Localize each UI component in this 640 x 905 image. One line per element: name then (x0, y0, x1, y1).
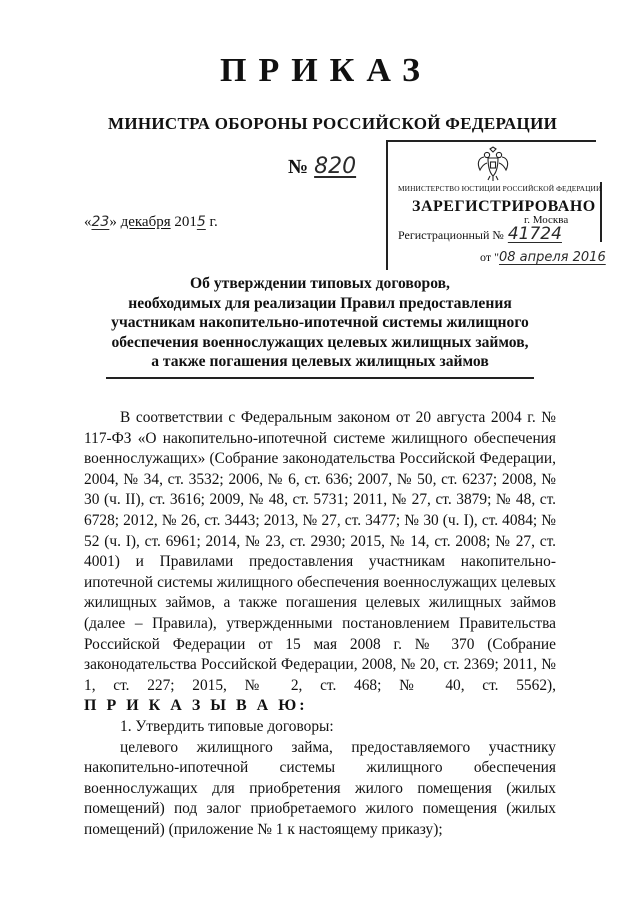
order-heading (60, 274, 580, 372)
order-number (288, 154, 356, 179)
document-title: ПРИКАЗ (220, 52, 432, 89)
heading-line: а также погашения целевых жилищных займов (151, 353, 489, 370)
heading-line: Об утверждении типовых договоров, (190, 275, 450, 292)
handwritten-reg-date: 08 апреля 2016 (498, 250, 606, 265)
reg-date-label: от " (480, 250, 499, 264)
order-word-text: П Р И К А З Ы В А Ю: (84, 697, 308, 715)
item-1: 1. Утвердить типовые договоры: (120, 717, 334, 735)
stamp-status: ЗАРЕГИСТРИРОВАНО (412, 198, 596, 215)
registration-stamp (386, 140, 606, 270)
order-word (84, 696, 556, 717)
issuer-subtitle: МИНИСТРА ОБОРОНЫ РОССИЙСКОЙ ФЕДЕРАЦИИ (108, 114, 558, 133)
stamp-city: г. Москва (524, 214, 569, 226)
stamp-reg-number (398, 224, 562, 244)
handwritten-reg-number: 41724 (507, 224, 562, 244)
document-body (84, 408, 556, 840)
date-close-quote: » (109, 214, 117, 230)
heading-line: обеспечения военнослужащих целевых жилищных займов, (111, 333, 529, 351)
date-suffix: г. (209, 214, 218, 230)
date-month: декабря (120, 214, 171, 230)
order-date (84, 214, 218, 231)
number-prefix: № (288, 156, 309, 178)
heading-divider (106, 377, 534, 379)
date-year-prefix: 201 (174, 214, 197, 230)
handwritten-year-digit: 5 (196, 214, 206, 230)
double-headed-eagle-icon (476, 146, 510, 182)
item-1-subitem: целевого жилищного займа, предоставляемого участнику накопительно-ипотечной системы жилищного обеспечения военнослужащих для приобретения жилого помещения (жилых помещений) под залог приобретаемого жилого помещения (жилых помещений) (приложение № 1 к настоящему приказу); (84, 738, 556, 838)
heading-line: необходимых для реализации Правил предоставления (128, 294, 512, 312)
handwritten-day: 23 (91, 214, 110, 230)
heading-line: участникам накопительно-ипотечной системы жилищного (111, 314, 529, 331)
date-open-quote: « (84, 214, 92, 230)
handwritten-number: 820 (314, 154, 357, 179)
stamp-ministry: МИНИСТЕРСТВО ЮСТИЦИИ РОССИЙСКОЙ ФЕДЕРАЦИИ (398, 184, 602, 193)
stamp-reg-date (480, 250, 606, 265)
reg-number-label: Регистрационный № (398, 228, 504, 242)
preamble-paragraph: В соответствии с Федеральным законом от 20 августа 2004 г. № 117-ФЗ «О накопительно-ипотечной системе жилищного обеспечения военнослужащих» (Собрание законодательства Российской Федерации, 2004, № 34, ст. 3532; 2006, № 6, ст. 636; 2007, № 50, ст. 6237; 2008, № 30 (ч. II), ст. 3616; 2009, № 48, ст. 5731; 2011, № 27, ст. 3879; № 48, ст. 6728; 2012, № 26, ст. 3443; 2013, № 27, ст. 3477; № 30 (ч. I), ст. 4084; № 52 (ч. I), ст. 6961; 2014, № 23, ст. 2930; 2015, № 14, ст. 2008; № 27, ст. 4001) и Правилами предоставления участникам накопительно-ипотечной системы жилищного обеспечения военнослужащих целевых жилищных займов, а также погашения целевых жилищных займов (далее – Правила), утвержденными постановлением Правительства Российской Федерации от 15 мая 2008 г. № 370 (Собрание законодательства Российской Федерации, 2008, № 20, ст. 2369; 2011, № 1, ст. 227; 2015, № 2, ст. 468; № 40, ст. 5562), (84, 409, 556, 694)
